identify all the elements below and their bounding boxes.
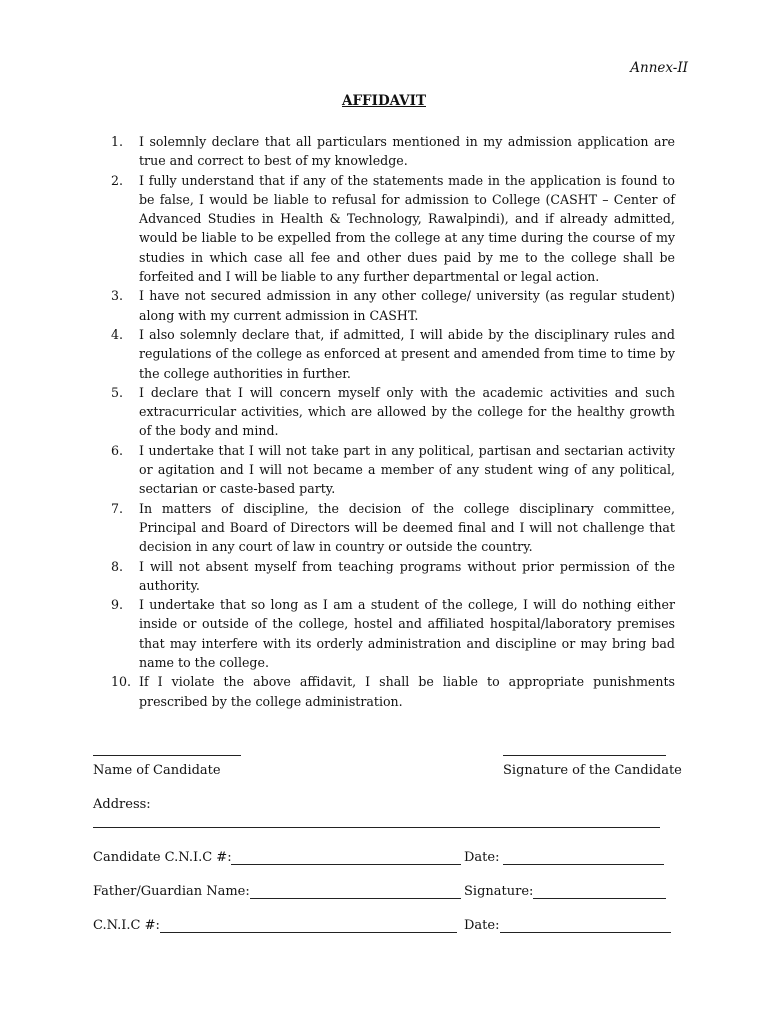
clause-text: I fully understand that if any of the statements made in the application is found to be false, I would be liable to refusal for admission to College (CASHT – Center of Advanced Studies in Health & Technology, Rawalpindi), and if already admitted, would be liable to be expelled from the college at any time during the course of my studies in which case all fee and other dues paid by me to the college shall be forfeited and I will be liable to any further departmental or legal action. [139,172,675,285]
clause-number: 9. [111,597,124,613]
clause-item [111,325,675,383]
guardian-signature-line[interactable] [533,898,666,899]
clause-text: I solemnly declare that all particulars mentioned in my admission application are true and correct to best of my knowledge. [139,134,675,169]
address-label: Address: [93,797,151,812]
candidate-date-line[interactable] [503,864,664,865]
clause-item [111,557,675,596]
guardian-cnic-line[interactable] [160,932,457,933]
clause-item [111,672,675,711]
clause-number: 10. [111,674,132,690]
clause-item [111,595,675,672]
guardian-cnic-label: C.N.I.C #: [93,918,160,933]
clause-text: I have not secured admission in any other college/ university (as regular student) along with my current admission in CASHT. [139,288,675,323]
guardian-name-label: Father/Guardian Name: [93,884,250,899]
guardian-date-label: Date: [464,918,500,933]
candidate-name-label: Name of Candidate [93,763,221,778]
clause-text: I will not absent myself from teaching programs without prior permission of the authority. [139,558,675,593]
clause-number: 7. [111,500,124,516]
guardian-signature-label: Signature: [464,884,534,899]
clause-item [111,441,675,499]
clause-text: I undertake that so long as I am a student of the college, I will do nothing either inside or outside of the college, hostel and affiliated hospital/laboratory premises that may interfere with its orderly administration and discipline or may bring bad name to the college. [139,597,675,671]
clause-item [111,132,675,171]
guardian-date-line[interactable] [500,932,671,933]
clause-number: 6. [111,442,124,458]
clause-item [111,171,675,287]
document-title: AFFIDAVIT [342,93,426,109]
clause-number: 5. [111,384,124,400]
clause-number: 4. [111,326,124,342]
clause-text: I undertake that I will not take part in any political, partisan and sectarian activity or agitation and I will not became a member of any student wing of any political, sectarian or caste-based party. [139,442,675,497]
candidate-signature-line[interactable] [503,755,666,756]
clause-text: In matters of discipline, the decision of the college disciplinary committee, Principal and Board of Directors will be deemed final and I will not challenge that decision in any court of law in country or outside the country. [139,500,675,555]
clause-number: 3. [111,288,124,304]
guardian-name-line[interactable] [250,898,461,899]
address-line[interactable] [93,827,660,828]
clause-number: 2. [111,172,124,188]
clause-item [111,383,675,441]
candidate-date-label: Date: [464,850,500,865]
candidate-cnic-label: Candidate C.N.I.C #: [93,850,232,865]
annex-label: Annex-II [630,60,688,76]
candidate-name-line[interactable] [93,755,241,756]
clause-text: If I violate the above affidavit, I shall be liable to appropriate punishments prescribed by the college administration. [139,674,675,709]
clause-text: I declare that I will concern myself only with the academic activities and such extracurricular activities, which are allowed by the college for the healthy growth of the body and mind. [139,384,675,439]
candidate-signature-label: Signature of the Candidate [503,763,682,778]
candidate-cnic-line[interactable] [231,864,461,865]
clause-number: 8. [111,558,124,574]
affidavit-clauses [111,132,675,711]
clause-number: 1. [111,134,124,149]
clause-text: I also solemnly declare that, if admitted, I will abide by the disciplinary rules and regulations of the college as enforced at present and amended from time to time by the college authorities in further. [139,326,675,381]
clause-item [111,499,675,557]
clause-item [111,286,675,325]
